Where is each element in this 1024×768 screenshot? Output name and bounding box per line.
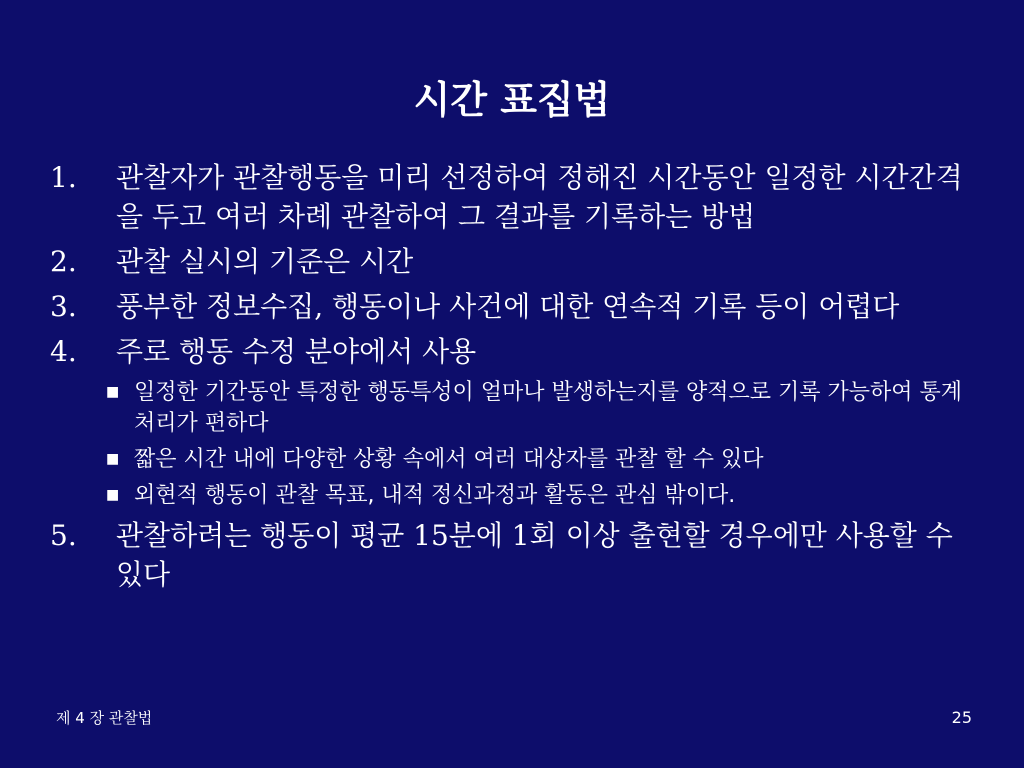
list-item-3 bbox=[50, 287, 970, 326]
slide-body bbox=[50, 158, 970, 600]
footer-chapter: 제 4 장 관찰법 bbox=[56, 709, 153, 727]
sub-list-item-3 bbox=[106, 480, 970, 511]
list-text: 관찰하려는 행동이 평균 15분에 1회 이상 출현할 경우에만 사용할 수 있다 bbox=[116, 519, 953, 591]
list-number: 2. bbox=[50, 245, 77, 278]
square-bullet-icon: ■ bbox=[106, 487, 120, 503]
list-text: 관찰자가 관찰행동을 미리 선정하여 정해진 시간동안 일정한 시간간격을 두고 여러 차례 관찰하여 그 결과를 기록하는 방법 bbox=[116, 161, 963, 233]
slide-title: 시간 표집법 bbox=[413, 77, 611, 122]
list-item-4 bbox=[50, 332, 970, 371]
list-number: 4. bbox=[50, 335, 77, 368]
list-number: 1. bbox=[50, 161, 77, 194]
sub-list-text: 짧은 시간 내에 다양한 상황 속에서 여러 대상자를 관찰 할 수 있다 bbox=[134, 447, 764, 472]
sub-list-text: 일정한 기간동안 특정한 행동특성이 얼마나 발생하는지를 양적으로 기록 가능하여 통계처리가 편하다 bbox=[134, 380, 963, 436]
list-text: 주로 행동 수정 분야에서 사용 bbox=[116, 335, 477, 368]
page-number: 25 bbox=[951, 708, 972, 727]
list-text: 관찰 실시의 기준은 시간 bbox=[116, 245, 414, 278]
sub-list-text: 외현적 행동이 관찰 목표, 내적 정신과정과 활동은 관심 밖이다. bbox=[134, 483, 736, 508]
list-number: 5. bbox=[50, 519, 77, 552]
list-item-2 bbox=[50, 242, 970, 281]
square-bullet-icon: ■ bbox=[106, 384, 120, 400]
sub-list-item-2 bbox=[106, 444, 970, 475]
list-item-5 bbox=[50, 516, 970, 594]
list-item-1 bbox=[50, 158, 970, 236]
list-text: 풍부한 정보수집, 행동이나 사건에 대한 연속적 기록 등이 어렵다 bbox=[116, 290, 900, 323]
square-bullet-icon: ■ bbox=[106, 451, 120, 467]
sub-list-item-1 bbox=[106, 377, 970, 439]
list-number: 3. bbox=[50, 290, 77, 323]
